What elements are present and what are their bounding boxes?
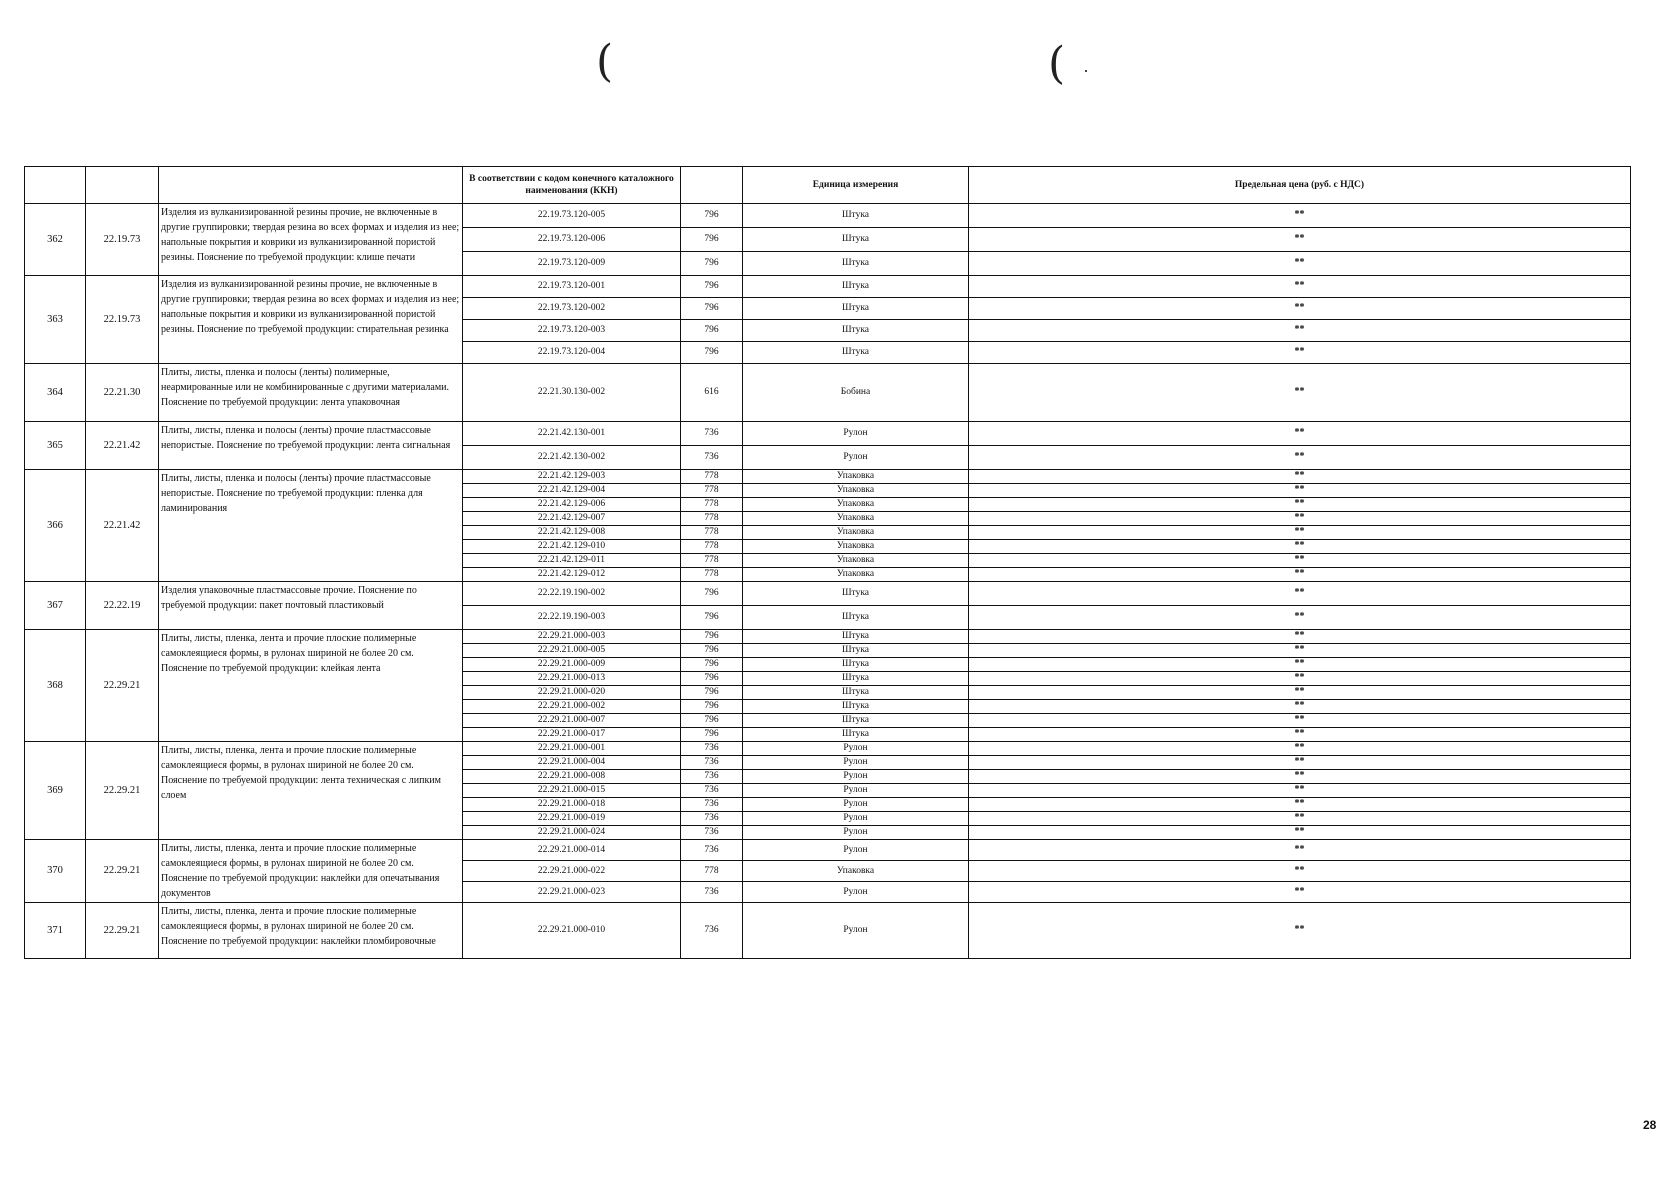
ktru-code: 22.21.42.129-011 (463, 554, 681, 568)
unit-name: Упаковка (743, 554, 969, 568)
unit-name: Рулон (743, 840, 969, 861)
max-price: ** (969, 554, 1631, 568)
okei-code: 796 (681, 320, 743, 342)
product-description: Плиты, листы, пленка и полосы (ленты) прочие пластмассовые непористые. Пояснение по требуемой продукции: лента сигнальная (159, 422, 463, 470)
ktru-code: 22.29.21.000-005 (463, 644, 681, 658)
okei-code: 736 (681, 812, 743, 826)
ktru-code: 22.21.42.129-006 (463, 498, 681, 512)
max-price: ** (969, 840, 1631, 861)
okei-code: 736 (681, 742, 743, 756)
ktru-code: 22.19.73.120-006 (463, 228, 681, 252)
max-price: ** (969, 606, 1631, 630)
max-price: ** (969, 742, 1631, 756)
ktru-code: 22.29.21.000-009 (463, 658, 681, 672)
price-table (24, 166, 1631, 959)
unit-name: Рулон (743, 742, 969, 756)
okei-code: 796 (681, 582, 743, 606)
unit-name: Штука (743, 298, 969, 320)
okei-code: 736 (681, 798, 743, 812)
product-description: Плиты, листы, пленка, лента и прочие плоские полимерные самоклеящиеся формы, в рулонах шириной не более 20 см. Пояснение по требуемой продукции: наклейки пломбировочные (159, 903, 463, 959)
max-price: ** (969, 812, 1631, 826)
scan-dot (1085, 70, 1087, 72)
max-price: ** (969, 644, 1631, 658)
ktru-code: 22.29.21.000-017 (463, 728, 681, 742)
ktru-code: 22.29.21.000-024 (463, 826, 681, 840)
row-number: 367 (25, 582, 86, 630)
max-price: ** (969, 470, 1631, 484)
header-unit: Единица измерения (743, 167, 969, 204)
max-price: ** (969, 770, 1631, 784)
product-description: Плиты, листы, пленка, лента и прочие плоские полимерные самоклеящиеся формы, в рулонах шириной не более 20 см. Пояснение по требуемой продукции: клейкая лента (159, 630, 463, 742)
unit-name: Упаковка (743, 498, 969, 512)
page-number: 28 (1643, 1118, 1657, 1132)
okei-code: 796 (681, 606, 743, 630)
unit-name: Штука (743, 728, 969, 742)
okei-code: 736 (681, 446, 743, 470)
okei-code: 736 (681, 784, 743, 798)
ktru-code: 22.19.73.120-009 (463, 252, 681, 276)
unit-name: Упаковка (743, 540, 969, 554)
ktru-code: 22.22.19.190-003 (463, 606, 681, 630)
ktru-code: 22.19.73.120-005 (463, 204, 681, 228)
max-price: ** (969, 512, 1631, 526)
ktru-code: 22.29.21.000-019 (463, 812, 681, 826)
unit-name: Рулон (743, 784, 969, 798)
okei-code: 796 (681, 630, 743, 644)
product-description: Изделия из вулканизированной резины прочие, не включенные в другие группировки; твердая резина во всех формах и изделия из нее; напольные покрытия и коврики из вулканизированной пористой резины. Пояснение по требуемой продукции: стирательная резинка (159, 276, 463, 364)
max-price: ** (969, 364, 1631, 422)
row-number: 365 (25, 422, 86, 470)
max-price: ** (969, 686, 1631, 700)
okei-code: 778 (681, 568, 743, 582)
okei-code: 796 (681, 672, 743, 686)
okei-code: 736 (681, 422, 743, 446)
ktru-code: 22.21.42.130-002 (463, 446, 681, 470)
okei-code: 736 (681, 882, 743, 903)
okei-code: 778 (681, 526, 743, 540)
ktru-code: 22.19.73.120-003 (463, 320, 681, 342)
okei-code: 736 (681, 756, 743, 770)
okpd-code: 22.29.21 (86, 742, 159, 840)
ktru-code: 22.29.21.000-010 (463, 903, 681, 959)
ktru-code: 22.21.42.129-003 (463, 470, 681, 484)
unit-name: Штука (743, 276, 969, 298)
binding-mark-right: ( (1048, 38, 1066, 89)
unit-name: Упаковка (743, 861, 969, 882)
header-price: Предельная цена (руб. с НДС) (969, 167, 1631, 204)
table-row (25, 582, 1631, 606)
ktru-code: 22.21.42.129-008 (463, 526, 681, 540)
ktru-code: 22.21.42.130-001 (463, 422, 681, 446)
row-number: 362 (25, 204, 86, 276)
max-price: ** (969, 672, 1631, 686)
product-description: Плиты, листы, пленка, лента и прочие плоские полимерные самоклеящиеся формы, в рулонах шириной не более 20 см. Пояснение по требуемой продукции: лента техническая с липким слоем (159, 742, 463, 840)
ktru-code: 22.29.21.000-018 (463, 798, 681, 812)
ktru-code: 22.21.30.130-002 (463, 364, 681, 422)
ktru-code: 22.29.21.000-015 (463, 784, 681, 798)
ktru-code: 22.29.21.000-007 (463, 714, 681, 728)
table-header-row (25, 167, 1631, 204)
header-okpd (86, 167, 159, 204)
okpd-code: 22.21.42 (86, 470, 159, 582)
table-body (25, 167, 1631, 959)
unit-name: Штука (743, 582, 969, 606)
ktru-code: 22.29.21.000-002 (463, 700, 681, 714)
okei-code: 796 (681, 714, 743, 728)
okei-code: 796 (681, 700, 743, 714)
ktru-code: 22.29.21.000-013 (463, 672, 681, 686)
okei-code: 736 (681, 770, 743, 784)
okei-code: 736 (681, 826, 743, 840)
unit-name: Рулон (743, 756, 969, 770)
max-price: ** (969, 298, 1631, 320)
okei-code: 796 (681, 342, 743, 364)
okei-code: 778 (681, 554, 743, 568)
unit-name: Упаковка (743, 568, 969, 582)
unit-name: Рулон (743, 812, 969, 826)
unit-name: Штука (743, 252, 969, 276)
unit-name: Упаковка (743, 484, 969, 498)
ktru-code: 22.29.21.000-023 (463, 882, 681, 903)
row-number: 366 (25, 470, 86, 582)
ktru-code: 22.21.42.129-007 (463, 512, 681, 526)
max-price: ** (969, 484, 1631, 498)
product-description: Плиты, листы, пленка и полосы (ленты) прочие пластмассовые непористые. Пояснение по требуемой продукции: пленка для ламинирования (159, 470, 463, 582)
unit-name: Штука (743, 204, 969, 228)
max-price: ** (969, 540, 1631, 554)
ktru-code: 22.21.42.129-004 (463, 484, 681, 498)
max-price: ** (969, 861, 1631, 882)
okei-code: 778 (681, 512, 743, 526)
ktru-code: 22.19.73.120-004 (463, 342, 681, 364)
max-price: ** (969, 784, 1631, 798)
unit-name: Рулон (743, 770, 969, 784)
ktru-code: 22.29.21.000-003 (463, 630, 681, 644)
header-num (25, 167, 86, 204)
row-number: 364 (25, 364, 86, 422)
ktru-code: 22.22.19.190-002 (463, 582, 681, 606)
unit-name: Штука (743, 320, 969, 342)
unit-name: Рулон (743, 826, 969, 840)
table-row (25, 204, 1631, 228)
header-ktru: В соответствии с кодом конечного каталожного наименования (ККН) (463, 167, 681, 204)
row-number: 371 (25, 903, 86, 959)
okei-code: 796 (681, 686, 743, 700)
ktru-code: 22.29.21.000-020 (463, 686, 681, 700)
max-price: ** (969, 446, 1631, 470)
unit-name: Рулон (743, 798, 969, 812)
max-price: ** (969, 498, 1631, 512)
unit-name: Штука (743, 630, 969, 644)
max-price: ** (969, 582, 1631, 606)
okei-code: 778 (681, 861, 743, 882)
product-description: Плиты, листы, пленка, лента и прочие плоские полимерные самоклеящиеся формы, в рулонах шириной не более 20 см. Пояснение по требуемой продукции: наклейки для опечатывания документов (159, 840, 463, 903)
okpd-code: 22.21.42 (86, 422, 159, 470)
max-price: ** (969, 798, 1631, 812)
unit-name: Штука (743, 644, 969, 658)
unit-name: Штука (743, 672, 969, 686)
okei-code: 778 (681, 498, 743, 512)
ktru-code: 22.19.73.120-001 (463, 276, 681, 298)
okei-code: 796 (681, 644, 743, 658)
ktru-code: 22.29.21.000-022 (463, 861, 681, 882)
okei-code: 796 (681, 252, 743, 276)
unit-name: Рулон (743, 446, 969, 470)
max-price: ** (969, 228, 1631, 252)
unit-name: Упаковка (743, 512, 969, 526)
max-price: ** (969, 422, 1631, 446)
binding-mark-left: ( (596, 36, 614, 87)
row-number: 368 (25, 630, 86, 742)
okpd-code: 22.22.19 (86, 582, 159, 630)
table-row (25, 903, 1631, 959)
okei-code: 616 (681, 364, 743, 422)
unit-name: Штука (743, 700, 969, 714)
okei-code: 796 (681, 658, 743, 672)
max-price: ** (969, 700, 1631, 714)
okei-code: 778 (681, 470, 743, 484)
ktru-code: 22.29.21.000-001 (463, 742, 681, 756)
max-price: ** (969, 903, 1631, 959)
product-description: Изделия упаковочные пластмассовые прочие. Пояснение по требуемой продукции: пакет почтовый пластиковый (159, 582, 463, 630)
max-price: ** (969, 204, 1631, 228)
row-number: 363 (25, 276, 86, 364)
product-description: Плиты, листы, пленка и полосы (ленты) полимерные, неармированные или не комбинированные с другими материалами. Пояснение по требуемой продукции: лента упаковочная (159, 364, 463, 422)
table-row (25, 742, 1631, 756)
ktru-code: 22.21.42.129-010 (463, 540, 681, 554)
okei-code: 778 (681, 484, 743, 498)
max-price: ** (969, 526, 1631, 540)
max-price: ** (969, 882, 1631, 903)
unit-name: Рулон (743, 903, 969, 959)
table-row (25, 364, 1631, 422)
unit-name: Штука (743, 686, 969, 700)
max-price: ** (969, 276, 1631, 298)
okei-code: 796 (681, 728, 743, 742)
max-price: ** (969, 630, 1631, 644)
okpd-code: 22.29.21 (86, 903, 159, 959)
max-price: ** (969, 342, 1631, 364)
max-price: ** (969, 756, 1631, 770)
okei-code: 736 (681, 903, 743, 959)
table-row (25, 840, 1631, 861)
row-number: 369 (25, 742, 86, 840)
row-number: 370 (25, 840, 86, 903)
max-price: ** (969, 568, 1631, 582)
okei-code: 796 (681, 228, 743, 252)
unit-name: Бобина (743, 364, 969, 422)
okpd-code: 22.29.21 (86, 840, 159, 903)
okpd-code: 22.29.21 (86, 630, 159, 742)
table-row (25, 276, 1631, 298)
max-price: ** (969, 728, 1631, 742)
okpd-code: 22.21.30 (86, 364, 159, 422)
ktru-code: 22.29.21.000-004 (463, 756, 681, 770)
header-name (159, 167, 463, 204)
product-description: Изделия из вулканизированной резины прочие, не включенные в другие группировки; твердая резина во всех формах и изделия из нее; напольные покрытия и коврики из вулканизированной пористой резины. Пояснение по требуемой продукции: клише печати (159, 204, 463, 276)
unit-name: Штука (743, 606, 969, 630)
okei-code: 796 (681, 276, 743, 298)
max-price: ** (969, 320, 1631, 342)
unit-name: Рулон (743, 882, 969, 903)
okei-code: 796 (681, 204, 743, 228)
okei-code: 736 (681, 840, 743, 861)
unit-name: Рулон (743, 422, 969, 446)
table-row (25, 422, 1631, 446)
ktru-code: 22.29.21.000-008 (463, 770, 681, 784)
okei-code: 778 (681, 540, 743, 554)
okpd-code: 22.19.73 (86, 204, 159, 276)
unit-name: Штука (743, 228, 969, 252)
unit-name: Штука (743, 714, 969, 728)
max-price: ** (969, 714, 1631, 728)
max-price: ** (969, 252, 1631, 276)
ktru-code: 22.21.42.129-012 (463, 568, 681, 582)
okpd-code: 22.19.73 (86, 276, 159, 364)
ktru-code: 22.29.21.000-014 (463, 840, 681, 861)
header-okei (681, 167, 743, 204)
table-row (25, 630, 1631, 644)
max-price: ** (969, 658, 1631, 672)
okei-code: 796 (681, 298, 743, 320)
unit-name: Упаковка (743, 470, 969, 484)
table-row (25, 470, 1631, 484)
unit-name: Упаковка (743, 526, 969, 540)
max-price: ** (969, 826, 1631, 840)
ktru-code: 22.19.73.120-002 (463, 298, 681, 320)
unit-name: Штука (743, 658, 969, 672)
unit-name: Штука (743, 342, 969, 364)
